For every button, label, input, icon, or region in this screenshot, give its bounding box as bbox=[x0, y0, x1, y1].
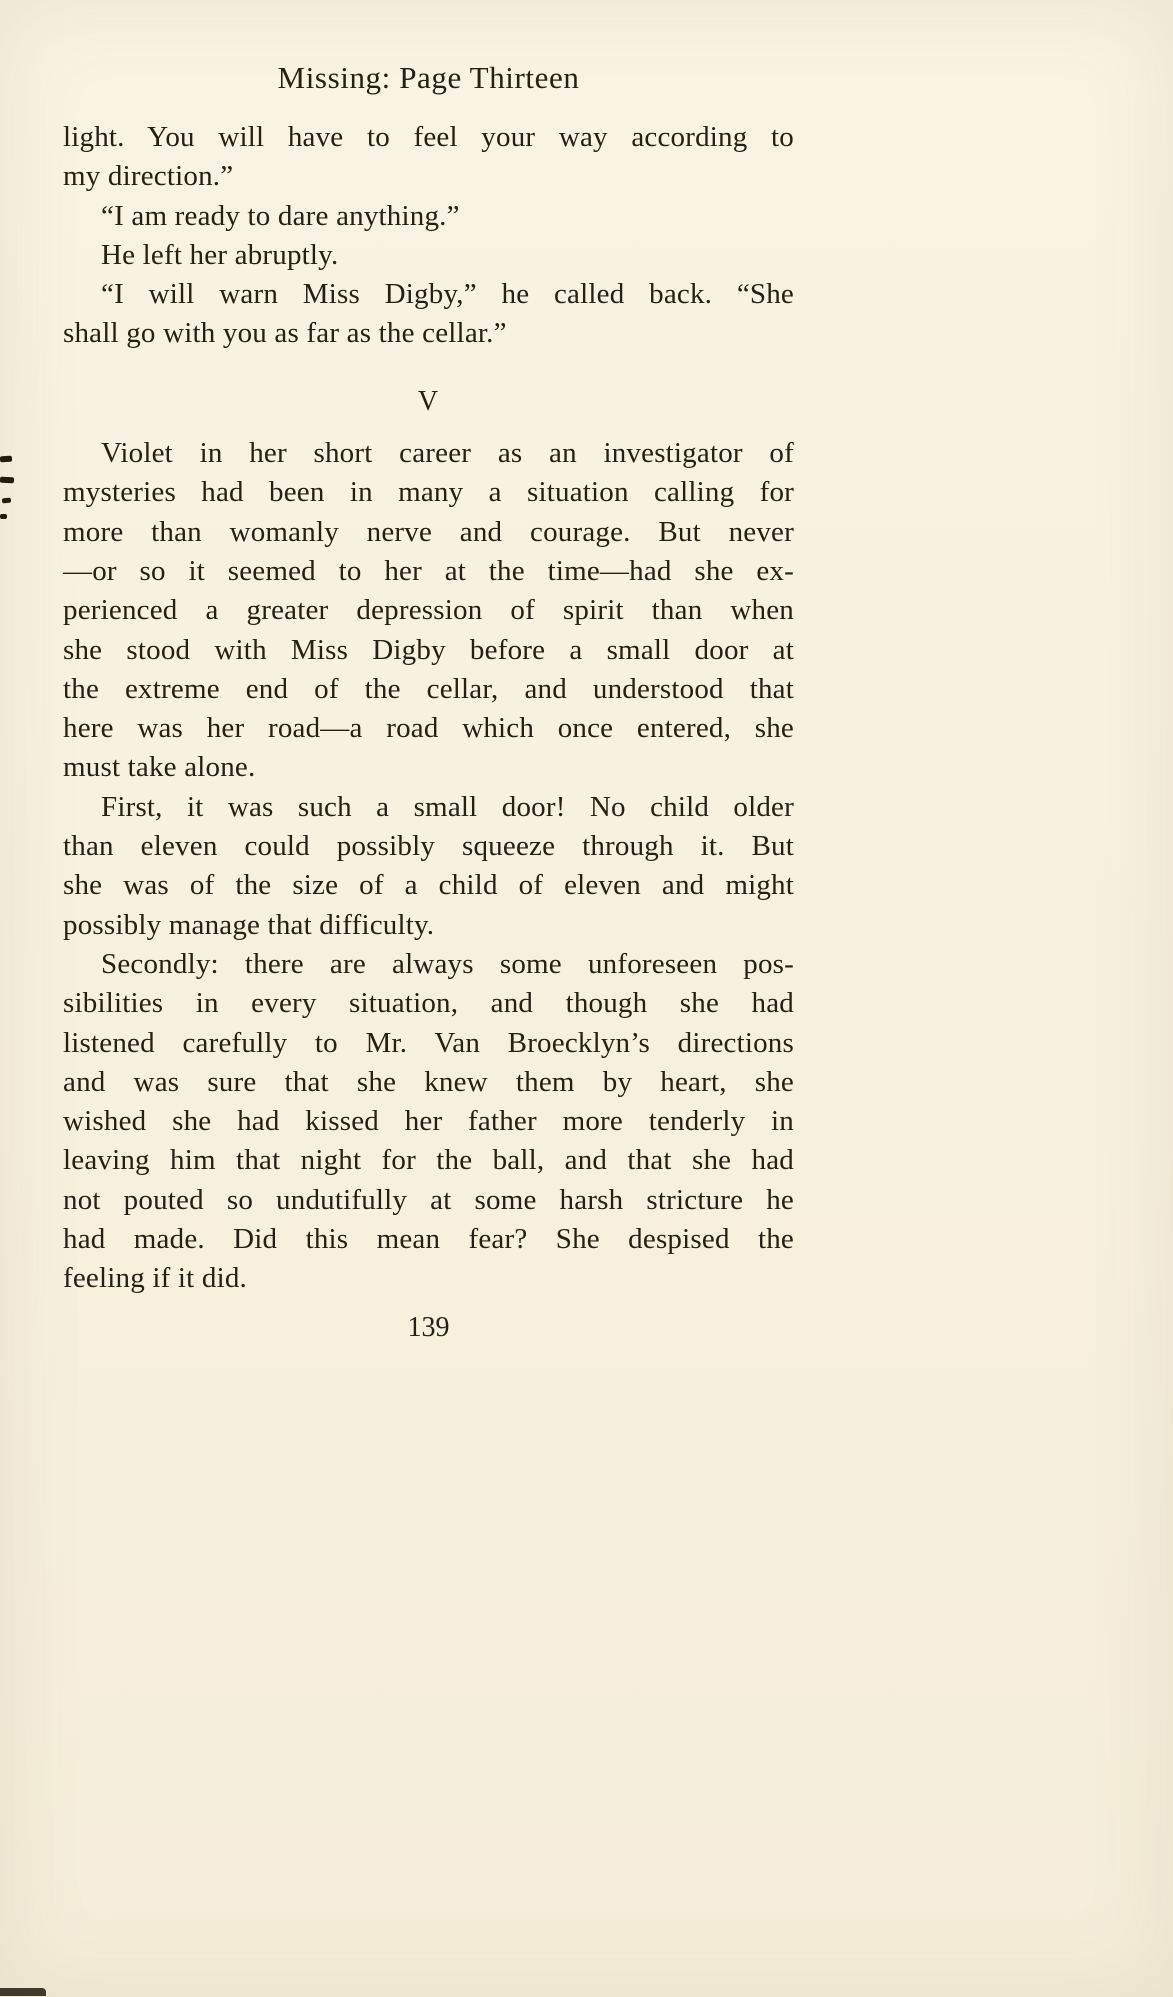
text-line: leaving him that night for the ball, and that she had bbox=[63, 1144, 794, 1177]
text-line: she was of the size of a child of eleven and might bbox=[63, 869, 794, 902]
paragraph bbox=[63, 788, 794, 945]
text-line: He left her abruptly. bbox=[101, 238, 339, 271]
text-line: possibly manage that difficulty. bbox=[63, 908, 435, 941]
text-line: and was sure that she knew them by heart, she bbox=[63, 1065, 794, 1098]
text-line: must take alone. bbox=[63, 751, 256, 784]
text-line: First, it was such a small door! No child older bbox=[101, 790, 794, 823]
text-line: than eleven could possibly squeeze through it. But bbox=[63, 830, 794, 863]
text-column bbox=[63, 58, 794, 1347]
ink-smudge bbox=[0, 514, 7, 519]
page-number: 139 bbox=[407, 1311, 450, 1343]
text-line: —or so it seemed to her at the time—had she ex- bbox=[63, 554, 794, 587]
text-line: wished she had kissed her father more tenderly in bbox=[63, 1105, 794, 1138]
body-text-blocks bbox=[63, 118, 794, 1299]
text-line: feeling if it did. bbox=[63, 1262, 248, 1295]
paragraph bbox=[63, 118, 794, 197]
text-line: not pouted so undutifully at some harsh stricture he bbox=[63, 1183, 794, 1216]
text-line: “I am ready to dare anything.” bbox=[101, 199, 460, 232]
text-line: sibilities in every situation, and though she had bbox=[63, 987, 794, 1020]
text-line: listened carefully to Mr. Van Broecklyn’s directions bbox=[63, 1026, 794, 1059]
page-edge-mark bbox=[0, 1988, 46, 1996]
paragraph bbox=[63, 275, 794, 354]
paragraph bbox=[63, 945, 794, 1299]
ink-smudge bbox=[0, 477, 14, 484]
ink-smudge bbox=[2, 498, 11, 504]
text-line: Secondly: there are always some unforeseen pos- bbox=[101, 947, 794, 980]
running-header: Missing: Page Thirteen bbox=[277, 60, 580, 95]
text-line: mysteries had been in many a situation calling for bbox=[63, 476, 794, 509]
section-heading: V bbox=[417, 385, 440, 417]
paragraph bbox=[63, 236, 794, 275]
paragraph bbox=[63, 197, 794, 236]
ink-smudge bbox=[0, 456, 12, 463]
text-line: more than womanly nerve and courage. But never bbox=[63, 515, 794, 548]
text-line: light. You will have to feel your way according to bbox=[63, 121, 794, 153]
text-line: the extreme end of the cellar, and understood that bbox=[63, 672, 794, 705]
text-line: here was her road—a road which once entered, she bbox=[63, 712, 794, 745]
text-line: shall go with you as far as the cellar.” bbox=[63, 317, 507, 350]
text-line: had made. Did this mean fear? She despised the bbox=[63, 1223, 794, 1256]
text-line: perienced a greater depression of spirit than when bbox=[63, 594, 794, 627]
text-line: my direction.” bbox=[63, 160, 234, 193]
text-line: “I will warn Miss Digby,” he called back. “She bbox=[101, 278, 794, 311]
text-line: Violet in her short career as an investigator of bbox=[101, 437, 794, 470]
paragraph bbox=[63, 434, 794, 788]
text-line: she stood with Miss Digby before a small door at bbox=[63, 633, 794, 666]
